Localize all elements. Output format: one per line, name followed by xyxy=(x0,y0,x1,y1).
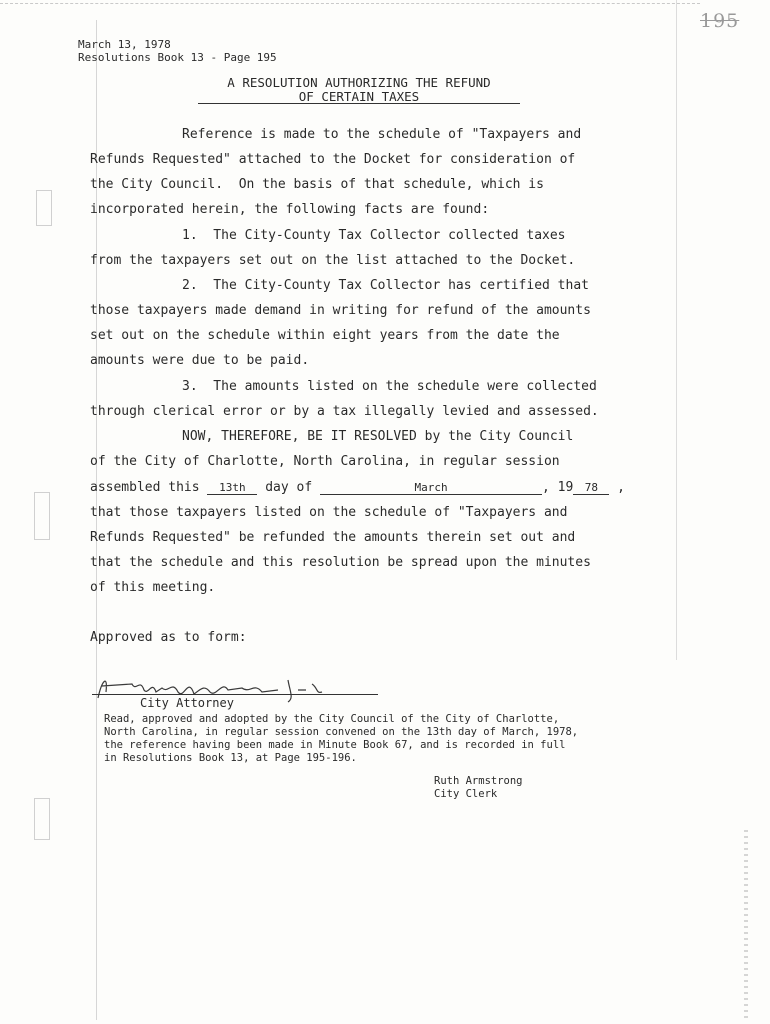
finding-2: 2. The City-County Tax Collector has certified that xyxy=(182,278,589,293)
body-line: that the schedule and this resolution be spread upon the minutes xyxy=(90,555,591,570)
resolution-title-line2: OF CERTAIN TAXES xyxy=(298,89,420,104)
certification-line: Read, approved and adopted by the City Council of the City of Charlotte, xyxy=(104,713,560,725)
body-line: incorporated herein, the following facts are found: xyxy=(90,202,490,217)
day-blank: 13th xyxy=(207,481,257,495)
body-line: of the City of Charlotte, North Carolina, in regular session xyxy=(90,454,560,469)
certification-line: North Carolina, in regular session convened on the 13th day of March, 1978, xyxy=(104,726,579,738)
book-page-reference: Resolutions Book 13 - Page 195 xyxy=(78,51,277,64)
body-line: Refunds Requested" be refunded the amounts therein set out and xyxy=(90,530,576,545)
scan-margin-line-right xyxy=(676,0,677,660)
body-line: the City Council. On the basis of that schedule, which is xyxy=(90,177,544,192)
margin-punch-mark xyxy=(34,798,50,840)
body-line: of this meeting. xyxy=(90,580,216,595)
body-line: from the taxpayers set out on the list attached to the Docket. xyxy=(90,253,576,268)
certification-line: the reference having been made in Minute Book 67, and is recorded in full xyxy=(104,739,566,751)
body-line: set out on the schedule within eight years from the date the xyxy=(90,328,560,343)
scan-edge-top xyxy=(0,3,700,4)
scan-margin-line xyxy=(96,20,97,1020)
scan-edge-right xyxy=(744,830,748,1020)
document-date: March 13, 1978 xyxy=(78,38,171,51)
page-number: 195 xyxy=(700,10,740,32)
body-line: those taxpayers made demand in writing for refund of the amounts xyxy=(90,303,591,318)
finding-3: 3. The amounts listed on the schedule were collected xyxy=(182,379,597,394)
body-line: Refunds Requested" attached to the Docket for consideration of xyxy=(90,152,576,167)
body-line: that those taxpayers listed on the schedule of "Taxpayers and xyxy=(90,505,568,520)
body-line: Reference is made to the schedule of "Taxpayers and xyxy=(182,127,582,142)
certification-line: in Resolutions Book 13, at Page 195-196. xyxy=(104,752,357,764)
approved-label: Approved as to form: xyxy=(90,630,247,645)
resolved-clause: NOW, THEREFORE, BE IT RESOLVED by the City Council xyxy=(182,429,574,444)
date-fill-line: assembled this 13th day of March , 19 78 , xyxy=(90,480,625,495)
margin-punch-mark xyxy=(34,492,50,540)
body-line: amounts were due to be paid. xyxy=(90,353,310,368)
margin-punch-mark xyxy=(36,190,52,226)
month-blank: March xyxy=(320,481,542,495)
year-blank: 78 xyxy=(573,481,609,495)
signature-line xyxy=(92,694,378,695)
clerk-title: City Clerk xyxy=(434,788,498,800)
body-line: through clerical error or by a tax illegally levied and assessed. xyxy=(90,404,599,419)
finding-1: 1. The City-County Tax Collector collected taxes xyxy=(182,228,566,243)
clerk-name: Ruth Armstrong xyxy=(434,775,523,787)
title-underline xyxy=(198,103,520,104)
signature-title: City Attorney xyxy=(140,696,234,710)
resolution-title: A RESOLUTION AUTHORIZING THE REFUND xyxy=(227,75,491,90)
